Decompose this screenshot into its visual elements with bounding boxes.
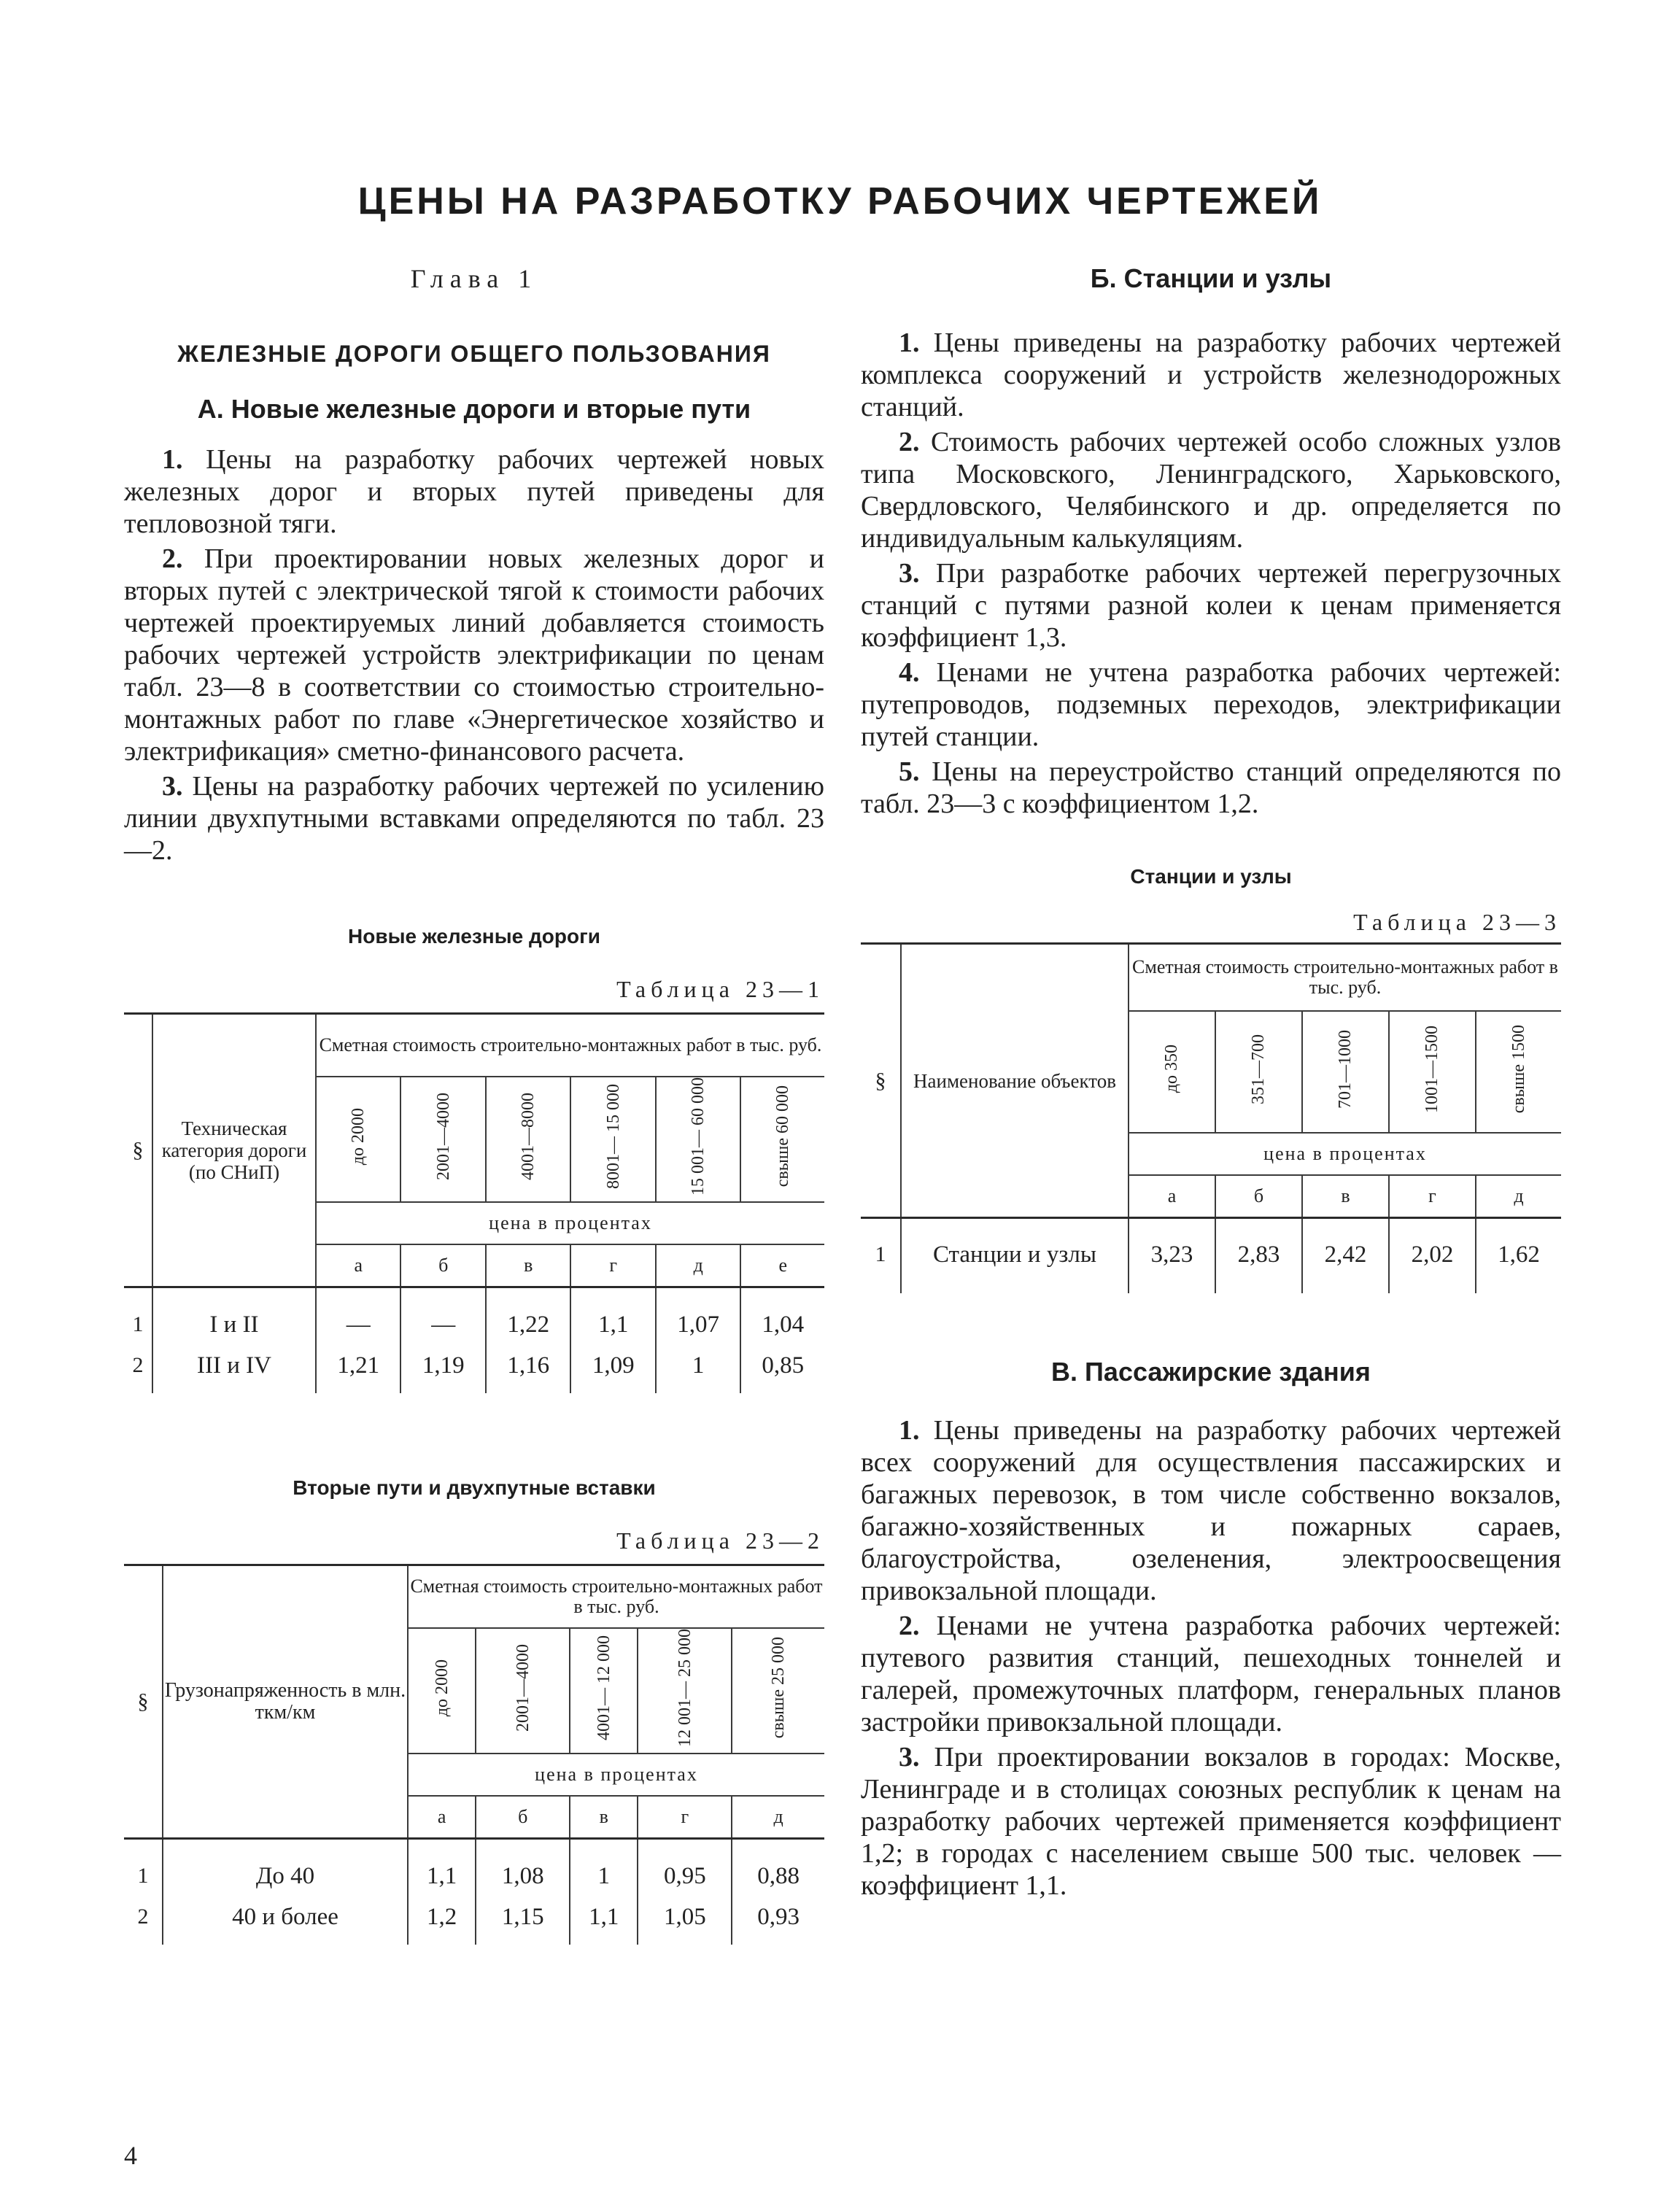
cell-value: 1,1 (570, 1287, 655, 1346)
range-label: 701—1000 (1336, 1029, 1355, 1109)
column-header-range (1215, 1011, 1302, 1133)
row-number: 1 (124, 1839, 163, 1897)
cell-value: 1,1 (408, 1839, 476, 1897)
paragraph-a3 (124, 770, 824, 867)
column-letter: а (408, 1796, 476, 1839)
table-row (124, 1839, 824, 1897)
cell-value: 1,16 (486, 1345, 570, 1393)
column-header-category: Техническая категория дороги (по СНиП) (152, 1014, 316, 1287)
cell-value: 2,42 (1302, 1218, 1389, 1294)
range-label: 2001—4000 (513, 1644, 533, 1732)
column-header-section: § (124, 1014, 152, 1287)
paragraph-b4 (861, 656, 1561, 753)
range-label: 4001—8000 (519, 1093, 538, 1180)
table-title: Новые железные дороги (348, 925, 600, 948)
row-number: 2 (124, 1345, 152, 1393)
paragraph-b3 (861, 557, 1561, 654)
paragraph-text: Цены на разработку рабочих чертежей по усилению линии двухпутными вставками определяются по табл. 23—2. (124, 771, 824, 866)
range-label: до 350 (1162, 1045, 1182, 1093)
row-number: 1 (861, 1218, 901, 1294)
paragraph-number: 2. (162, 543, 183, 574)
range-label: 351—700 (1249, 1034, 1269, 1104)
column-letter: а (1129, 1175, 1215, 1218)
range-label: 12 001— 25 000 (675, 1629, 694, 1747)
paragraph-b2 (861, 426, 1561, 554)
table-row (124, 1287, 824, 1346)
paragraph-number: 3. (162, 771, 183, 802)
paragraph-text: При разработке рабочих чертежей перегрузочных станций с путями разной колеи к ценам применяется коэффициент 1,3. (861, 558, 1561, 653)
paragraph-number: 3. (899, 558, 920, 589)
column-header-load: Грузонапряженность в млн. ткм/км (163, 1565, 408, 1839)
paragraph-text: Цены на разработку рабочих чертежей новых железных дорог и вторых путей приведены для тепловозной тяги. (124, 444, 824, 539)
cell-value: 1,07 (656, 1287, 740, 1346)
paragraph-number: 2. (899, 427, 920, 457)
paragraph-number: 1. (162, 444, 183, 475)
cell-value: 0,95 (638, 1839, 732, 1897)
column-letter: г (570, 1244, 655, 1287)
paragraph-b5 (861, 756, 1561, 820)
column-header-range (476, 1628, 570, 1754)
column-letter: в (1302, 1175, 1389, 1218)
paragraph-text: При проектировании новых железных дорог и вторых путей с электрической тягой к стоимости рабочих чертежей проектируемых линий добавляется стоимость рабочих чертежей устройств электрификации по ценам табл. 23—8 в соответствии со стоимостью строительно-монтажных работ по главе «Энергетическое хозяйство и электрификация» сметно-финансового расчета. (124, 543, 824, 767)
column-header-object: Наименование объектов (901, 944, 1129, 1218)
range-label: 2001—4000 (433, 1093, 453, 1180)
chapter-heading: Глава 1 (410, 264, 538, 293)
cell-value: 0,88 (732, 1839, 824, 1897)
section-heading-b: Б. Станции и узлы (1090, 263, 1332, 293)
row-name: 40 и более (163, 1896, 408, 1945)
column-header-range (316, 1077, 400, 1202)
table-row (124, 1345, 824, 1393)
table-title: Вторые пути и двухпутные вставки (293, 1476, 656, 1499)
cell-value: 2,83 (1215, 1218, 1302, 1294)
paragraph-a1 (124, 443, 824, 540)
cell-value: 3,23 (1129, 1218, 1215, 1294)
column-letter: г (1389, 1175, 1476, 1218)
column-header-price: цена в процентах (408, 1754, 824, 1796)
table-row (861, 1218, 1561, 1294)
range-label: до 2000 (432, 1659, 452, 1717)
page-number: 4 (124, 2141, 137, 2170)
column-letter: д (1476, 1175, 1561, 1218)
cell-value: 1,05 (638, 1896, 732, 1945)
paragraph-a2 (124, 543, 824, 767)
column-letter: д (656, 1244, 740, 1287)
range-label: 4001— 12 000 (594, 1635, 613, 1740)
page-title: ЦЕНЫ НА РАЗРАБОТКУ РАБОЧИХ ЧЕРТЕЖЕЙ (357, 180, 1323, 222)
table-23-2 (124, 1564, 824, 1945)
column-header-range (1302, 1011, 1389, 1133)
table-row (124, 1896, 824, 1945)
cell-value: 1,62 (1476, 1218, 1561, 1294)
cell-value: 1,19 (400, 1345, 485, 1393)
column-header-range (1129, 1011, 1215, 1133)
range-label: до 2000 (349, 1107, 368, 1166)
column-header-price: цена в процентах (1129, 1133, 1561, 1175)
column-letter: в (486, 1244, 570, 1287)
column-header-range (570, 1628, 638, 1754)
range-label: 1001—1500 (1422, 1025, 1442, 1113)
column-header-range (1389, 1011, 1476, 1133)
paragraph-text: При проектировании вокзалов в городах: Москве, Ленинграде и в столицах союзных республик к ценам на разработку рабочих чертежей применяется коэффициент 1,2; в городах с населением свыше 500 тыс. человек — коэффициент 1,1. (861, 1742, 1561, 1901)
paragraph-number: 4. (899, 657, 920, 688)
cell-value: 1,04 (740, 1287, 824, 1346)
table-23-3 (861, 942, 1561, 1293)
paragraph-number: 2. (899, 1611, 920, 1641)
paragraph-number: 1. (899, 1415, 920, 1446)
column-letter: в (570, 1796, 638, 1839)
section-heading-v: В. Пассажирские здания (1051, 1357, 1371, 1387)
column-header-cost: Сметная стоимость строительно-монтажных работ в тыс. руб. (1129, 944, 1561, 1012)
column-header-section: § (861, 944, 901, 1218)
table-title: Станции и узлы (1130, 865, 1292, 888)
table-label: Таблица 23—2 (616, 1527, 824, 1554)
paragraph-b1 (861, 327, 1561, 423)
column-letter: г (638, 1796, 732, 1839)
cell-value: — (316, 1287, 400, 1346)
cell-value: 0,93 (732, 1896, 824, 1945)
paragraph-text: Ценами не учтена разработка рабочих чертежей: путепроводов, подземных переходов, электрификации путей станции. (861, 657, 1561, 752)
right-column (861, 248, 1561, 1905)
column-header-range (486, 1077, 570, 1202)
column-header-price: цена в процентах (316, 1202, 824, 1244)
column-header-range (732, 1628, 824, 1754)
table-23-1 (124, 1012, 824, 1393)
column-header-range (656, 1077, 740, 1202)
paragraph-text: Цены приведены на разработку рабочих чертежей всех сооружений для осуществления пассажирских и багажных перевозок, в том числе собственно вокзалов, багажно-хозяйственных и пожарных сараев, благоустройства, озеленения, электроосвещения привокзальной площади. (861, 1415, 1561, 1606)
paragraph-text: Цены на переустройство станций определяются по табл. 23—3 с коэффициентом 1,2. (861, 756, 1561, 819)
paragraph-number: 3. (899, 1742, 920, 1772)
column-header-cost: Сметная стоимость строительно-монтажных работ в тыс. руб. (316, 1014, 824, 1077)
column-header-section: § (124, 1565, 163, 1839)
range-label: 15 001— 60 000 (689, 1077, 708, 1196)
row-name: III и IV (152, 1345, 316, 1393)
paragraph-text: Стоимость рабочих чертежей особо сложных узлов типа Московского, Ленинградского, Харьковского, Свердловского, Челябинского и др. определяется по индивидуальным калькуляциям. (861, 427, 1561, 554)
section-heading-railways: ЖЕЛЕЗНЫЕ ДОРОГИ ОБЩЕГО ПОЛЬЗОВАНИЯ (177, 341, 771, 367)
column-letter: а (316, 1244, 400, 1287)
paragraph-number: 5. (899, 756, 920, 787)
paragraph-text: Цены приведены на разработку рабочих чертежей комплекса сооружений и устройств железнодорожных станций. (861, 328, 1561, 422)
row-number: 2 (124, 1896, 163, 1945)
range-label: свыше 60 000 (773, 1085, 793, 1187)
section-heading-a: А. Новые железные дороги и вторые пути (197, 394, 751, 424)
range-label: свыше 25 000 (769, 1637, 789, 1739)
column-header-range (740, 1077, 824, 1202)
cell-value: 2,02 (1389, 1218, 1476, 1294)
row-name: До 40 (163, 1839, 408, 1897)
column-letter: е (740, 1244, 824, 1287)
table-label: Таблица 23—1 (616, 976, 824, 1002)
cell-value: 1,22 (486, 1287, 570, 1346)
cell-value: 1 (656, 1345, 740, 1393)
column-letter: б (400, 1244, 485, 1287)
column-letter: б (476, 1796, 570, 1839)
column-header-range (408, 1628, 476, 1754)
paragraph-v3 (861, 1741, 1561, 1902)
paragraph-v2 (861, 1610, 1561, 1738)
column-header-range (570, 1077, 655, 1202)
column-letter: д (732, 1796, 824, 1839)
column-letter: б (1215, 1175, 1302, 1218)
column-header-range (1476, 1011, 1561, 1133)
left-column (124, 248, 824, 1945)
paragraph-v1 (861, 1414, 1561, 1607)
cell-value: 0,85 (740, 1345, 824, 1393)
table-label: Таблица 23—3 (1353, 909, 1561, 935)
column-header-range (638, 1628, 732, 1754)
cell-value: 1,21 (316, 1345, 400, 1393)
paragraph-text: Ценами не учтена разработка рабочих чертежей: путевого развития станций, пешеходных тоннелей и галерей, промежуточных платформ, генеральных планов застройки привокзальной площади. (861, 1611, 1561, 1737)
cell-value: 1,08 (476, 1839, 570, 1897)
range-label: 8001— 15 000 (603, 1084, 623, 1189)
paragraph-number: 1. (899, 328, 920, 358)
cell-value: 1,2 (408, 1896, 476, 1945)
cell-value: 1,15 (476, 1896, 570, 1945)
row-name: I и II (152, 1287, 316, 1346)
cell-value: 1,09 (570, 1345, 655, 1393)
column-header-range (400, 1077, 485, 1202)
cell-value: 1 (570, 1839, 638, 1897)
row-name: Станции и узлы (901, 1218, 1129, 1294)
cell-value: 1,1 (570, 1896, 638, 1945)
cell-value: — (400, 1287, 485, 1346)
row-number: 1 (124, 1287, 152, 1346)
column-header-cost: Сметная стоимость строительно-монтажных работ в тыс. руб. (408, 1565, 824, 1629)
range-label: свыше 1500 (1509, 1024, 1528, 1114)
